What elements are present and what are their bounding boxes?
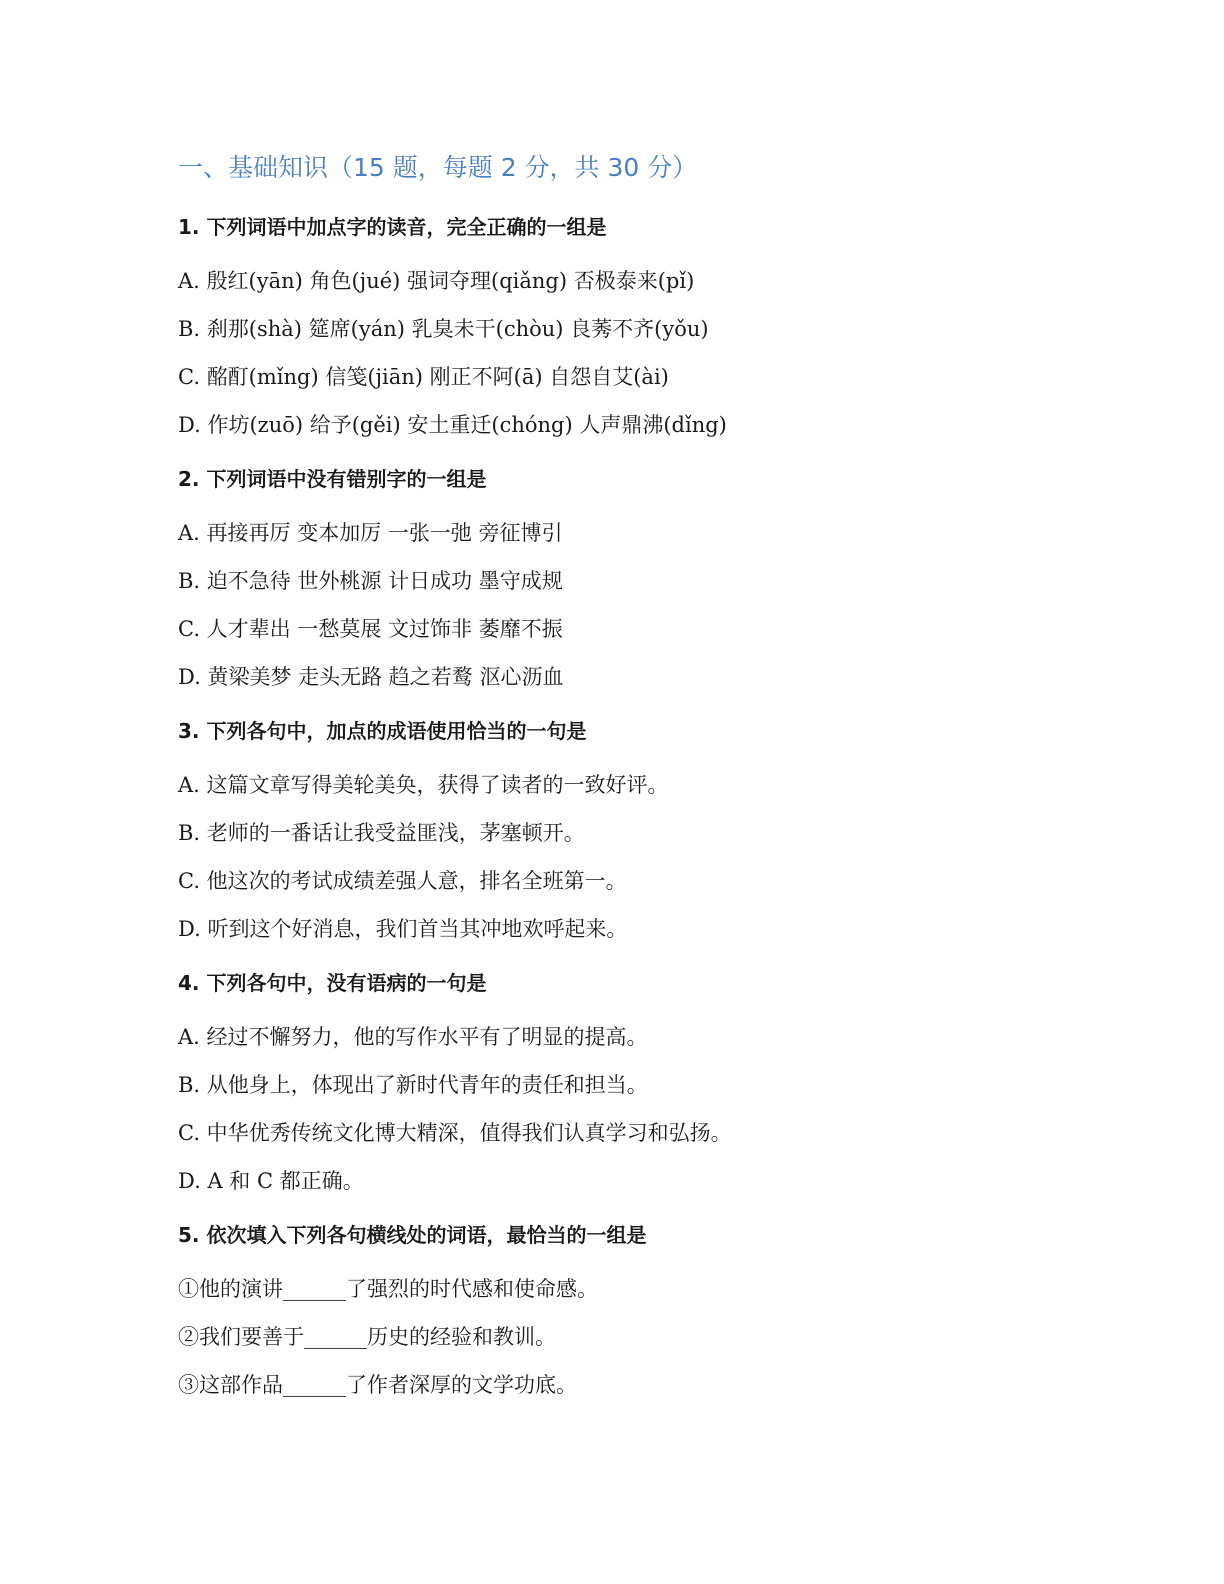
question-title: 2. 下列词语中没有错别字的一组是 <box>178 467 487 491</box>
option-c: C. 人才辈出 一愁莫展 文过饰非 萎靡不振 <box>178 617 563 641</box>
question-title: 4. 下列各句中，没有语病的一句是 <box>178 971 487 995</box>
exam-page <box>178 150 1078 1424</box>
sentence-1: ①他的演讲______了强烈的时代感和使命感。 <box>178 1277 598 1301</box>
option-a: A. 殷红(yān) 角色(jué) 强词夺理(qiǎng) 否极泰来(pǐ) <box>178 269 695 293</box>
option-d: D. 作坊(zuō) 给予(gěi) 安土重迁(chóng) 人声鼎沸(dǐng) <box>178 413 727 437</box>
option-c: C. 中华优秀传统文化博大精深，值得我们认真学习和弘扬。 <box>178 1121 732 1145</box>
option-a: A. 这篇文章写得美轮美奂，获得了读者的一致好评。 <box>178 773 669 797</box>
option-b: B. 从他身上，体现出了新时代青年的责任和担当。 <box>178 1073 648 1097</box>
sentence-2: ②我们要善于______历史的经验和教训。 <box>178 1325 556 1349</box>
question-4 <box>178 968 1078 1196</box>
option-a: A. 经过不懈努力，他的写作水平有了明显的提高。 <box>178 1025 648 1049</box>
sentence-3: ③这部作品______了作者深厚的文学功底。 <box>178 1373 577 1397</box>
option-b: B. 迫不急待 世外桃源 计日成功 墨守成规 <box>178 569 563 593</box>
option-d: D. 听到这个好消息，我们首当其冲地欢呼起来。 <box>178 917 628 941</box>
option-c: C. 酩酊(mǐng) 信笺(jiān) 刚正不阿(ā) 自怨自艾(ài) <box>178 365 669 389</box>
option-b: B. 刹那(shà) 筵席(yán) 乳臭未干(chòu) 良莠不齐(yǒu) <box>178 317 709 341</box>
question-3 <box>178 716 1078 944</box>
option-b: B. 老师的一番话让我受益匪浅，茅塞顿开。 <box>178 821 585 845</box>
option-d: D. A 和 C 都正确。 <box>178 1169 364 1193</box>
option-a: A. 再接再厉 变本加厉 一张一弛 旁征博引 <box>178 521 563 545</box>
question-2 <box>178 464 1078 692</box>
question-title: 3. 下列各句中，加点的成语使用恰当的一句是 <box>178 719 587 743</box>
question-title: 1. 下列词语中加点字的读音，完全正确的一组是 <box>178 215 607 239</box>
question-1 <box>178 212 1078 440</box>
question-5 <box>178 1220 1078 1400</box>
question-title: 5. 依次填入下列各句横线处的词语，最恰当的一组是 <box>178 1223 647 1247</box>
option-c: C. 他这次的考试成绩差强人意，排名全班第一。 <box>178 869 627 893</box>
section-title: 一、基础知识（15 题，每题 2 分，共 30 分） <box>178 153 698 182</box>
option-d: D. 黄梁美梦 走头无路 趋之若鹜 沤心沥血 <box>178 665 564 689</box>
